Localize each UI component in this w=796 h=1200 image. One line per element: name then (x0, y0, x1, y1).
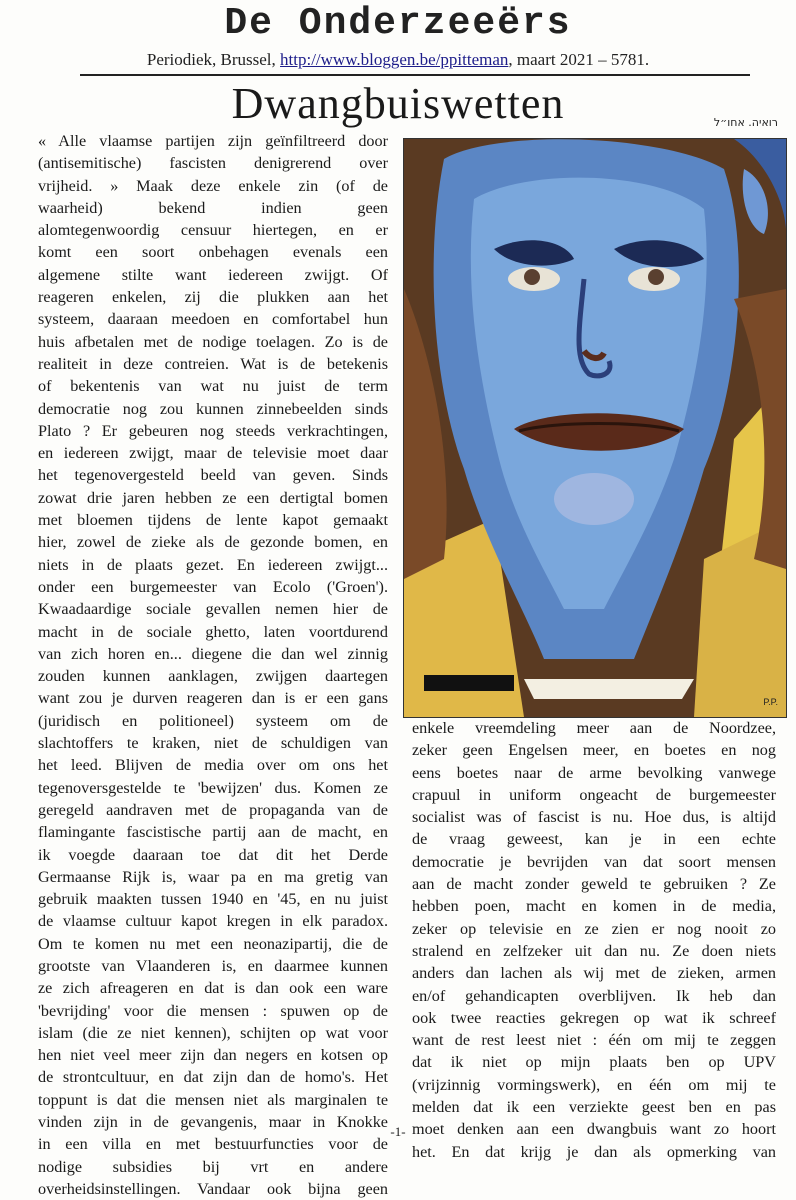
publication-date: , maart 2021 – 5781. (508, 50, 650, 69)
article-line: hier, zowel de zieke als de gezonde bomen, en (38, 533, 388, 552)
article-line: systeem, daaraan meedoen en comfortabel hun (38, 310, 388, 329)
article-line: aan de macht zonder geweld te gebruiken ? Ze (412, 875, 776, 894)
page-number: -1- (390, 1124, 406, 1139)
article-line: hen niet veel meer zijn dan negers en kotsen op (38, 1046, 388, 1065)
article-line: ook twee reacties gekregen op wat ik schreef (412, 1008, 776, 1027)
article-line: « Alle vlaamse partijen zijn geïnfiltreerd door (38, 132, 388, 150)
article-line: het. En dat krijg je dan als opmerking van (412, 1142, 776, 1161)
article-line: zouden kunnen aanklagen, zwijgen daartegen (38, 667, 388, 686)
article-line: flamingante fascistische partij aan de macht, en (38, 823, 388, 842)
article-line: Germaanse Rijk is, waar pa en ma gretig van (38, 867, 388, 886)
article-line: nodige subsidies bij vrt en andere (38, 1157, 388, 1176)
article-line: met bloemen tijdens de lente kapot gemaakt (38, 511, 388, 530)
article-line: crapuul in uniform ongeacht de burgemeester (412, 785, 776, 804)
masthead-rule (80, 74, 750, 76)
article-line: melden dat ik een verziekte geest ben en pas (412, 1098, 776, 1117)
article-line: Kwaadaardige sociale gevallen nemen hier de (38, 600, 388, 619)
article-line: vinden zijn in de gevangenis, maar in Knokke (38, 1113, 388, 1132)
article-line: toppunt is dat die mensen niet als marginalen te (38, 1090, 388, 1109)
article-line: enkele vreemdeling meer aan de Noordzee, (412, 719, 776, 737)
article-line: grootste van Vlaanderen is, en daarmee kunnen (38, 956, 388, 975)
article-line: eens boetes naar de arme bevolking vanwege (412, 763, 776, 782)
article-line: tegenoversgestelde te 'bewijzen' dus. Komen ze (38, 778, 388, 797)
article-line: zowat drie jaren hebben ze een dertigtal bomen (38, 488, 388, 507)
article-line: het leed. Blijven de media over om ons het (38, 756, 388, 775)
article-line: alomtegenwoordig censuur hiertegen, en er (38, 221, 388, 240)
article-headline: Dwangbuiswetten (231, 79, 565, 128)
publication-info (0, 50, 796, 70)
article-line: ze zich afreageren en dat is dan ook een ware (38, 979, 388, 998)
article-line: de vlaamse cultuur kapot kregen in elk paradox. (38, 912, 388, 931)
article-line: in een villa en met bestuurfuncties voor de (38, 1135, 388, 1154)
article-line: geregeld aandraven met de propaganda van de (38, 800, 388, 819)
article-line: overheidsinstellingen. Vandaar ook bijna geen (38, 1179, 388, 1198)
article-line: gebruik maakten tussen 1940 en '45, en nu juist (38, 890, 388, 909)
article-line: Om te komen nu met een neonazipartij, die de (38, 934, 388, 953)
article-line: want de rest leest niet : één om mij te zeggen (412, 1031, 776, 1050)
hebrew-note: רואיה. אחו״ל (713, 116, 778, 129)
article-line: vrijheid. » Maak deze enkele zin (of de (38, 176, 388, 195)
article-line: 'bevrijding' voor die mensen : spuwen op de (38, 1001, 388, 1020)
article-line: hebben poen, macht en komen in de media, (412, 897, 776, 916)
article-line: anders dan lachen als wij met de zieken, armen (412, 964, 776, 983)
article-line: want zou je durven reageren dan is er een gans (38, 689, 388, 708)
article-line: socialist was of fascist is nu. Hoe dus, is altijd (412, 808, 776, 827)
article-line: de strontcultuur, en dat zijn dan de homo's. Het (38, 1068, 388, 1087)
article-line: (vrijzinnig vormingswerk), en één om mij te (412, 1075, 776, 1094)
article-line: Plato ? Er gebeuren nog steeds verkrachtingen, (38, 421, 388, 440)
article-line: moet denken aan een dwangbuis want zo hoort (412, 1120, 776, 1139)
article-line: huis afbetalen met de nodige toelagen. Zo is de (38, 332, 388, 351)
article-line: ik voegde daaraan toe dat dit het Derde (38, 845, 388, 864)
article-line: democratie je bevrijden van dat soort mensen (412, 852, 776, 871)
article-line: slachtoffers te kraken, niet de schuldigen van (38, 734, 388, 753)
article-line: en/of gehandicapten overblijven. Ik heb dan (412, 986, 776, 1005)
article-line: (antisemitische) fascisten denigrerend over (38, 154, 388, 173)
article-line: komt een soort onbehagen evenals een (38, 243, 388, 262)
article-line: of bekentenis van wat nu juist de term (38, 377, 388, 396)
article-column-right (412, 717, 776, 1163)
publication-prefix: Periodiek, Brussel, (146, 50, 281, 69)
article-line: algemene stilte want iedereen zwijgt. Of (38, 265, 388, 284)
article-line: dat ik niet op mijn plaats ben op UPV (412, 1053, 776, 1072)
article-line: onder een burgemeester van Ecolo ('Groen'). (38, 577, 388, 596)
article-line: de vraag geweest, kan je in een echte (412, 830, 776, 849)
article-line: niets in de plaats gezet. En iedereen zwijgt... (38, 555, 388, 574)
blog-link[interactable]: http://www.bloggen.be/ppitteman (280, 50, 509, 69)
article-line: islam (die ze niet kennen), schijten op wat voor (38, 1023, 388, 1042)
painting-illustration (403, 138, 787, 718)
article-column-left (38, 130, 388, 1200)
article-line: zeker geen Engelsen meer, en boetes en nog (412, 741, 776, 760)
article-line: democratie nog zou kunnen zinnebeelden sinds (38, 399, 388, 418)
painting-signature: P.P. (763, 697, 778, 707)
article-line: reageren enkelen, zij die plukken aan het (38, 288, 388, 307)
article-line: van zich horen en... diegene die dan wel zinnig (38, 644, 388, 663)
article-line: (juridisch en politioneel) systeem om de (38, 711, 388, 730)
article-line: en iedereen zwijgt, maar de televisie moet daar (38, 444, 388, 463)
article-line: stralend en zelfzeker uit dan nu. Ze doen niets (412, 941, 776, 960)
article-line: macht in de sociale ghetto, laten voortdurend (38, 622, 388, 641)
article-line: het tegenovergesteld beeld van geven. Sinds (38, 466, 388, 485)
article-line: waarheid) bekend indien geen (38, 198, 388, 217)
article-line: zeker op televisie en ze zien er nog nooit zo (412, 919, 776, 938)
article-line: realiteit in deze contreien. Wat is de betekenis (38, 354, 388, 373)
masthead-title: De Onderzeeërs (224, 2, 572, 45)
